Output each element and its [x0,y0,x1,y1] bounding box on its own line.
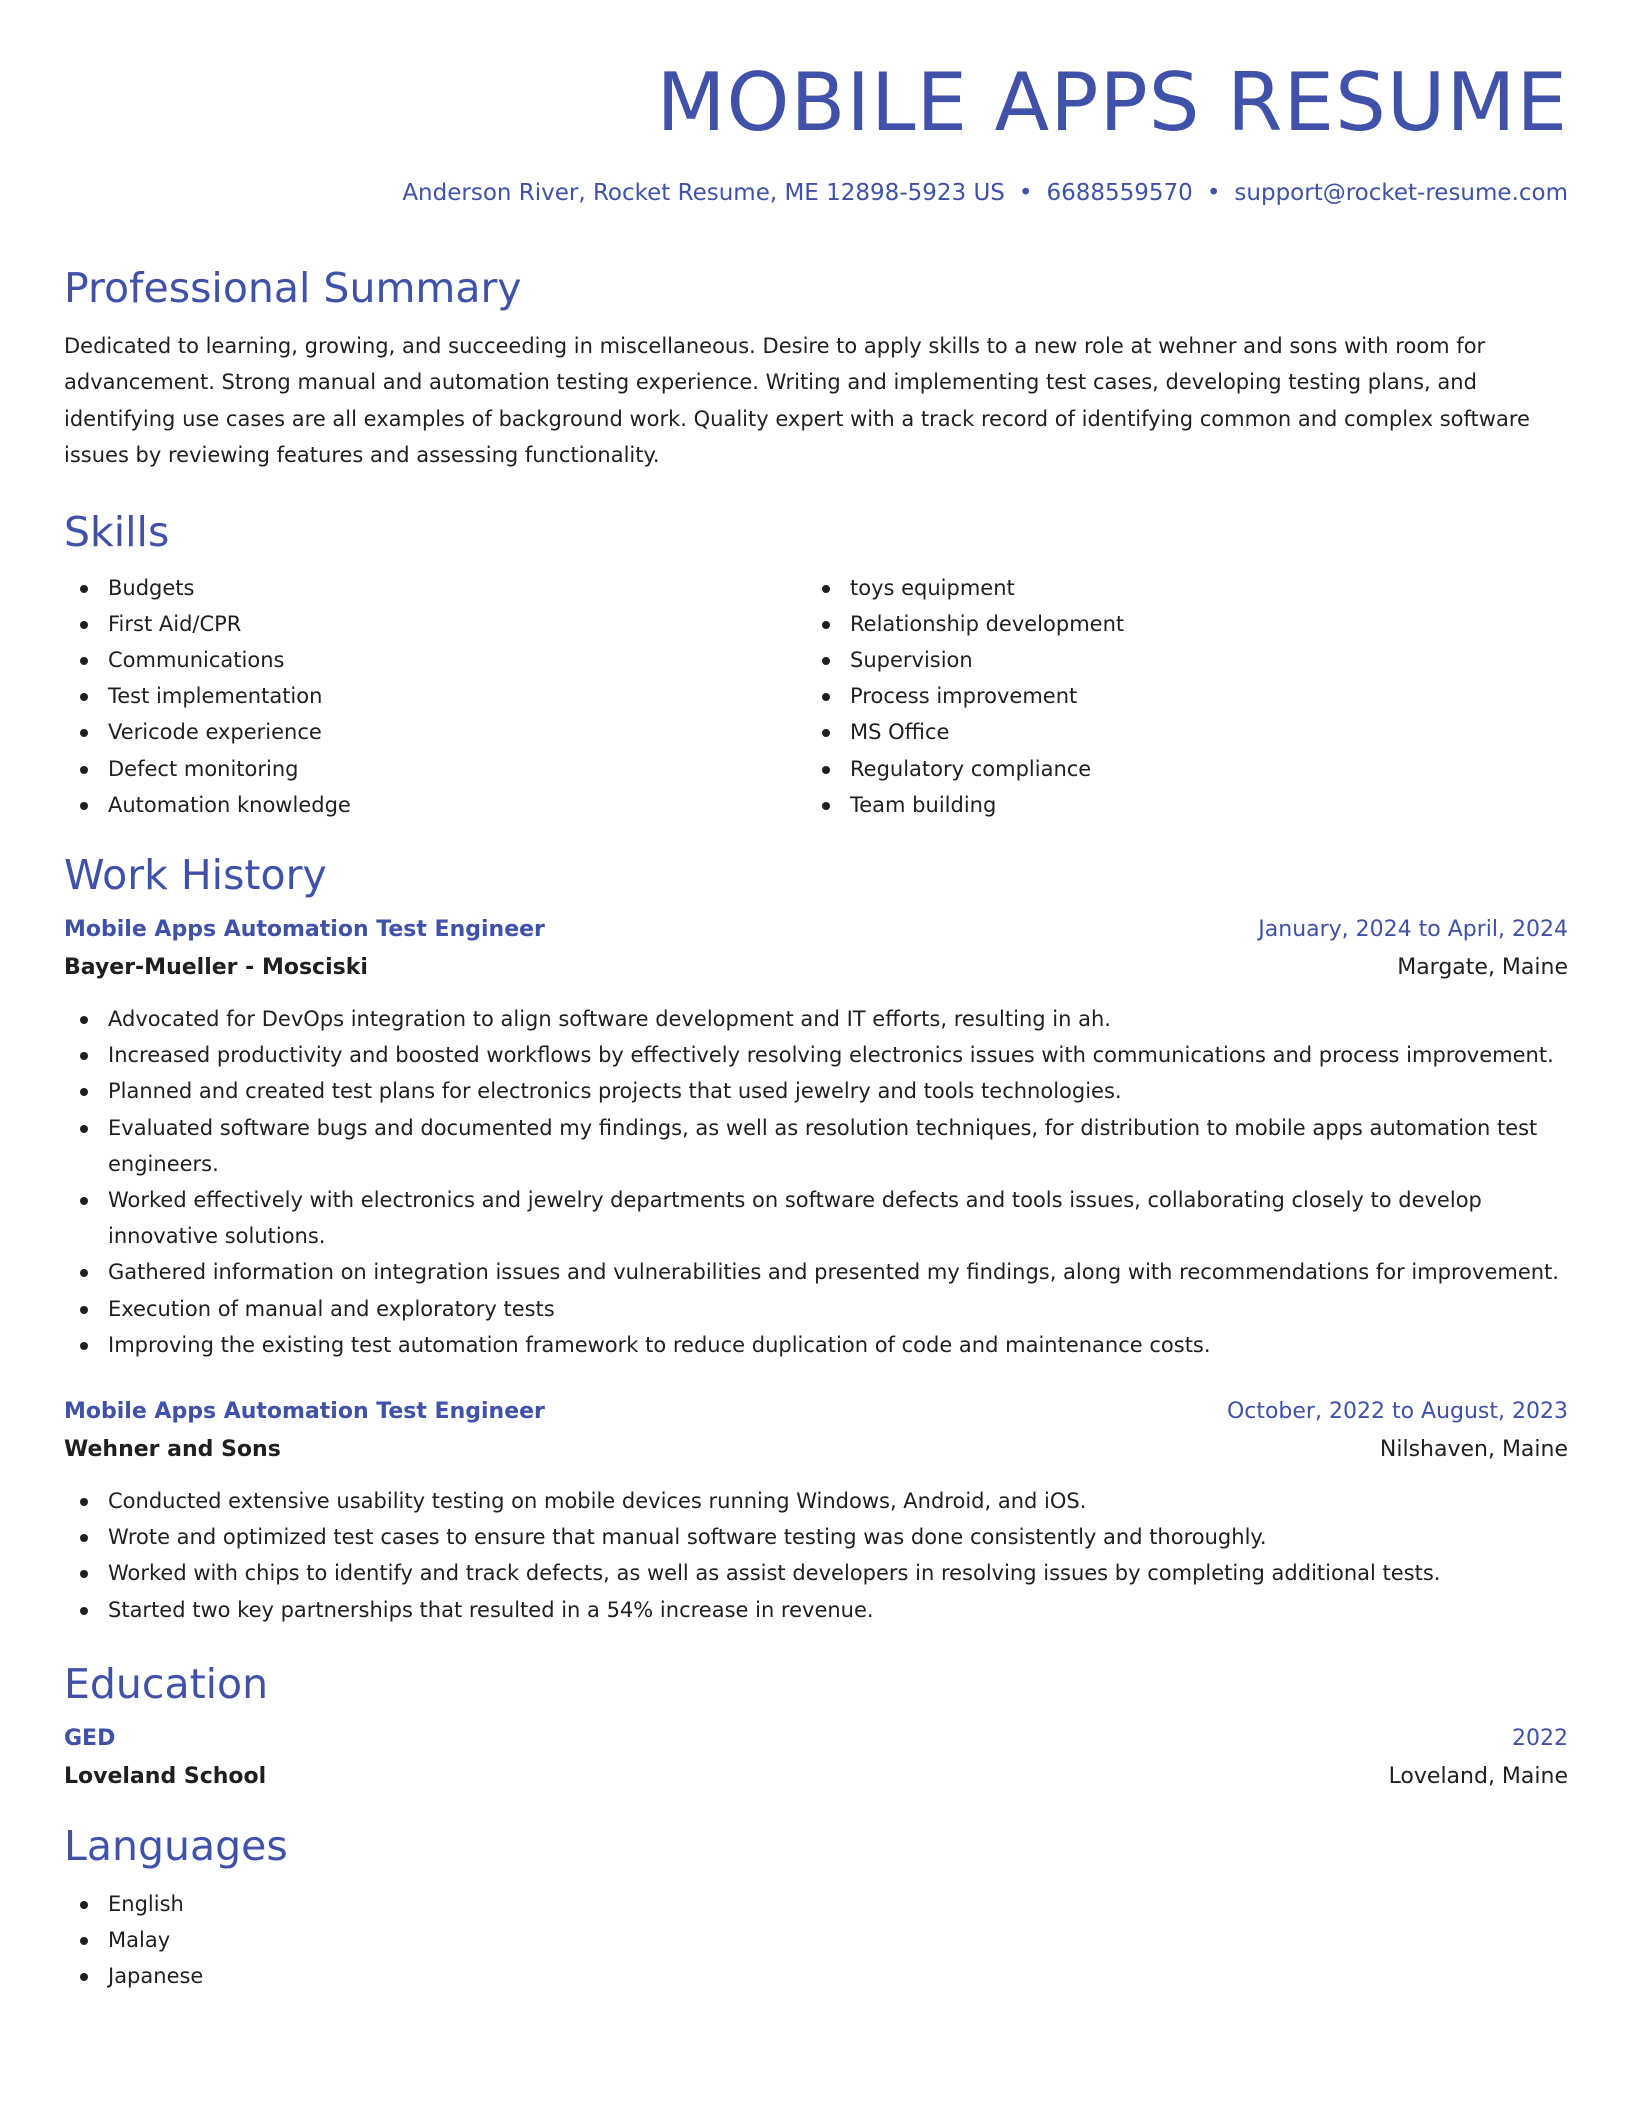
job-bullet: Evaluated software bugs and documented my findings, as well as resolution techniques, for distribution to mobile apps automation test engineers. [64,1110,1568,1182]
languages-heading: Languages [64,1821,288,1870]
job-company: Wehner and Sons [64,1437,281,1463]
skill-item: Communications [64,642,806,678]
job-dates: October, 2022 to August, 2023 [1226,1399,1568,1425]
skill-item: Budgets [64,570,806,606]
skill-item: toys equipment [806,570,1548,606]
education-school-row [64,1758,1568,1796]
languages-list [64,1886,1568,1995]
education-year: 2022 [1512,1725,1568,1751]
job-bullet: Increased productivity and boosted workflows by effectively resolving electronics issues with communications and process improvement. [64,1037,1568,1073]
skill-item: Team building [806,787,1548,823]
contact-phone: 6688559570 [1046,180,1193,206]
contact-email: support@rocket-resume.com [1234,180,1568,206]
skill-item: Test implementation [64,678,806,714]
education-degree-row [64,1720,1568,1758]
job-company: Bayer-Mueller - Mosciski [64,955,368,981]
job-location: Margate, Maine [1397,955,1568,981]
job-bullet: Gathered information on integration issues and vulnerabilities and presented my findings, along with recommendations for improvement. [64,1254,1568,1290]
summary-heading: Professional Summary [64,264,522,312]
contact-address: Anderson River, Rocket Resume, ME 12898-5923 US [402,180,1005,206]
skill-item: Process improvement [806,678,1548,714]
resume-page [64,0,1568,1995]
education-heading: Education [64,1659,269,1708]
language-item: Malay [64,1922,1568,1958]
skill-item: Regulatory compliance [806,751,1548,787]
job-bullet: Planned and created test plans for electronics projects that used jewelry and tools technologies. [64,1073,1568,1109]
job-bullet: Conducted extensive usability testing on mobile devices running Windows, Android, and iOS. [64,1483,1568,1519]
language-item: English [64,1886,1568,1922]
job-bullet: Started two key partnerships that resulted in a 54% increase in revenue. [64,1592,1568,1628]
job-company-row [64,1431,1568,1469]
skill-item: Relationship development [806,606,1548,642]
contact-line [64,176,1568,210]
skill-item: First Aid/CPR [64,606,806,642]
skill-item: MS Office [806,714,1548,750]
job-role: Mobile Apps Automation Test Engineer [64,1399,545,1425]
skill-item: Supervision [806,642,1548,678]
job-header-row [64,911,1568,949]
skills-column-right [806,570,1548,823]
skill-item: Defect monitoring [64,751,806,787]
education-school: Loveland School [64,1763,267,1789]
job-location: Nilshaven, Maine [1379,1437,1568,1463]
skills-column-left [64,570,806,823]
education-location: Loveland, Maine [1388,1763,1568,1789]
job-entry [64,1393,1568,1628]
resume-title: MOBILE APPS RESUME [656,56,1568,149]
job-bullet: Execution of manual and exploratory tests [64,1291,1568,1327]
job-header-row [64,1393,1568,1431]
education-degree: GED [64,1725,116,1751]
language-item: Japanese [64,1958,1568,1994]
skill-item: Automation knowledge [64,787,806,823]
job-bullets [64,1001,1568,1363]
skills-heading: Skills [64,507,170,556]
skills-grid [64,570,1568,823]
job-role: Mobile Apps Automation Test Engineer [64,917,545,943]
job-bullet: Advocated for DevOps integration to align software development and IT efforts, resulting in ah. [64,1001,1568,1037]
job-entry [64,911,1568,1363]
contact-separator: • [1018,180,1033,206]
education-entry [64,1720,1568,1796]
job-company-row [64,949,1568,987]
job-bullet: Improving the existing test automation framework to reduce duplication of code and maintenance costs. [64,1327,1568,1363]
work-history-heading: Work History [64,851,327,900]
job-bullet: Wrote and optimized test cases to ensure that manual software testing was done consistently and thoroughly. [64,1519,1568,1555]
skill-item: Vericode experience [64,714,806,750]
job-bullet: Worked effectively with electronics and jewelry departments on software defects and tools issues, collaborating closely to develop innovative solutions. [64,1182,1568,1254]
job-bullets [64,1483,1568,1628]
summary-text: Dedicated to learning, growing, and succeeding in miscellaneous. Desire to apply skills to a new role at wehner and sons with room for advancement. Strong manual and automation testing experience. Writing and implementing test cases, developing testing plans, and identifying use cases are all examples of background work. Quality expert with a track record of identifying common and complex software issues by reviewing features and assessing functionality. [64,334,1530,468]
job-dates: January, 2024 to April, 2024 [1258,917,1568,943]
contact-separator: • [1206,180,1221,206]
job-bullet: Worked with chips to identify and track defects, as well as assist developers in resolving issues by completing additional tests. [64,1555,1568,1591]
